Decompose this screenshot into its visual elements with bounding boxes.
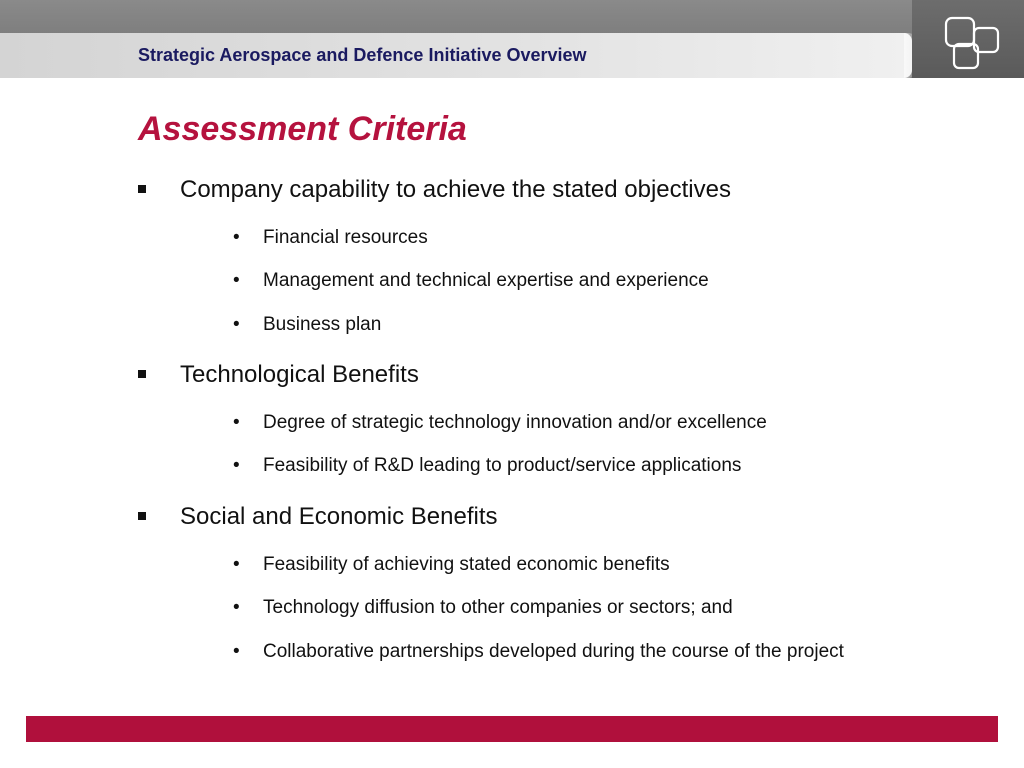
square-bullet-icon: [138, 512, 146, 520]
square-bullet-icon: [138, 185, 146, 193]
square-bullet-icon: [138, 370, 146, 378]
section-heading-text: Technological Benefits: [180, 361, 419, 388]
slide-title: Assessment Criteria: [138, 110, 467, 148]
list-item-text: Feasibility of R&D leading to product/service applications: [263, 455, 742, 476]
section-heading-text: Social and Economic Benefits: [180, 503, 498, 530]
bullet-dot-icon: •: [233, 314, 240, 335]
bullet-dot-icon: •: [233, 641, 240, 662]
list-item-text: Feasibility of achieving stated economic benefits: [263, 554, 670, 575]
list-item-text: Degree of strategic technology innovation and/or excellence: [263, 412, 767, 433]
bullet-dot-icon: •: [233, 597, 240, 618]
list-item-text: Management and technical expertise and experience: [263, 270, 709, 291]
list-item-text: Financial resources: [263, 227, 428, 248]
list-item-text: Technology diffusion to other companies or sectors; and: [263, 597, 733, 618]
header-title: Strategic Aerospace and Defence Initiative Overview: [138, 45, 587, 65]
bullet-dot-icon: •: [233, 455, 240, 476]
bullet-dot-icon: •: [233, 227, 240, 248]
header-band: [0, 0, 1024, 78]
list-item-text: Collaborative partnerships developed during the course of the project: [263, 641, 844, 662]
bullet-dot-icon: •: [233, 412, 240, 433]
footer-bar: [26, 716, 998, 742]
bullet-dot-icon: •: [233, 554, 240, 575]
overlapping-squares-logo-icon: [940, 14, 1004, 74]
bullet-dot-icon: •: [233, 270, 240, 291]
section-heading-text: Company capability to achieve the stated objectives: [180, 176, 731, 203]
list-item-text: Business plan: [263, 314, 382, 335]
